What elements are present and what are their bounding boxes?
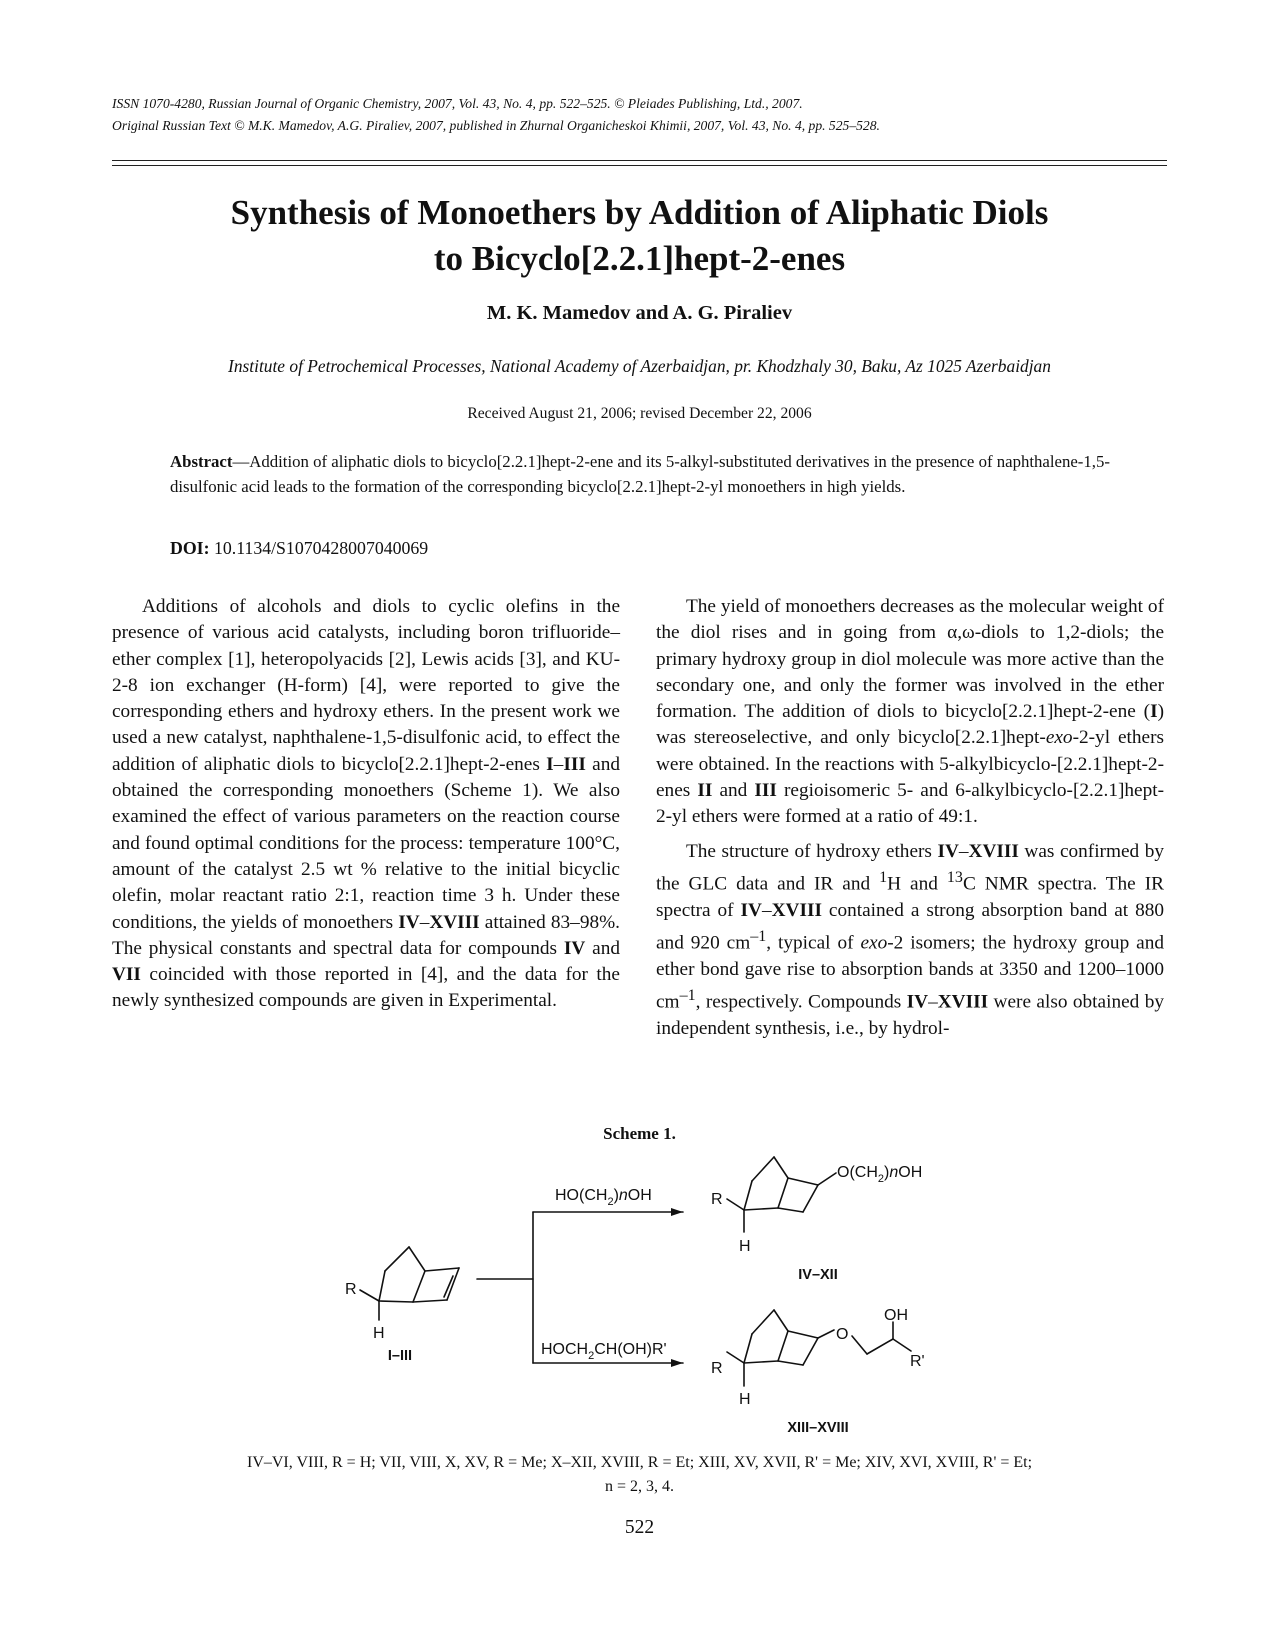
doi-label: DOI: <box>170 538 210 558</box>
arrowheads <box>671 1208 683 1367</box>
scheme-title: Scheme 1. <box>603 1124 676 1143</box>
product2-oh-label: OH <box>884 1307 908 1324</box>
abstract <box>170 450 1110 499</box>
product1-r-label: R <box>711 1191 723 1208</box>
product2-rprime-label: R' <box>910 1353 925 1370</box>
body-column-left <box>112 594 620 1015</box>
abstract-text: —Addition of aliphatic diols to bicyclo[2.2.1]hept-2-ene and its 5-alkyl-substituted derivatives in the presence of naphthalene-1,5-disulfonic acid leads to the formation of the corresponding bicyclo[2.2.1]hept-2-yl monoethers in high yields. <box>170 452 1110 496</box>
affiliation: Institute of Petrochemical Processes, National Academy of Azerbaidjan, pr. Khodzhaly 30, Baku, Az 1025 Azerbaidjan <box>228 356 1051 376</box>
caption-line2: n = 2, 3, 4. <box>604 1478 675 1495</box>
received-dates: Received August 21, 2006; revised December 22, 2006 <box>467 405 812 422</box>
journal-header-line2: Original Russian Text © M.K. Mamedov, A.G. Piraliev, 2007, published in Zhurnal Organicheskoi Khimii, 2007, Vol. 43, No. 4, pp. 525–528. <box>112 118 880 133</box>
scheme-caption <box>112 1451 1167 1499</box>
paragraph: The structure of hydroxy ethers IV–XVIII was confirmed by the GLC data and IR and $^1$H and $^{13}$C NMR spectra. The IR spectra of IV–XVIII contained a strong absorption band at 880 and 920 $cm^{-1}$, typical of exo-2 isomers; the hydroxy group and ether bond gave rise to absorption bands at 3350 and 1200–1000 $cm^{-1}$, respectively. Compounds IV–XVIII were also obtained by independent synthesis, i.e., by hydrol- <box>656 840 1165 1039</box>
body-column-right <box>656 594 1164 1042</box>
reactant-compound-label: I–III <box>387 1348 413 1364</box>
reactant-r-label: R <box>345 1281 357 1298</box>
arrowhead-top <box>671 1208 683 1216</box>
header-rule-bottom <box>112 165 1167 166</box>
arrowhead-bottom <box>671 1359 683 1367</box>
caption-line1: IV–VI, VIII, R = H; VII, VIII, X, XV, R = Me; X–XII, XVIII, R = Et; XIII, XV, XVII, R' = Me; XIV, XVI, XVIII, R' = Et; <box>246 1454 1033 1471</box>
product2-compound-label: XIII–XVIII <box>787 1420 849 1436</box>
title-line2: to Bicyclo[2.2.1]hept-2-enes <box>433 239 846 278</box>
journal-header-line1: ISSN 1070-4280, Russian Journal of Organic Chemistry, 2007, Vol. 43, No. 4, pp. 522–525. © Pleiades Publishing, Ltd., 2007. <box>112 96 803 111</box>
product1-h-label: H <box>739 1238 751 1255</box>
title-line1: Synthesis of Monoethers by Addition of Aliphatic Diols <box>230 193 1049 232</box>
paragraph: The yield of monoethers decreases as the molecular weight of the diol rises and in going from α,ω-diols to 1,2-diols; the primary hydroxy group in diol molecule was more active than the secondary one, and only the former was involved in the ether formation. The addition of diols to bicyclo[2.2.1]hept-2-ene (I) was stereoselective, and only bicyclo[2.2.1]hept-exo-2-yl ethers were obtained. In the reactions with 5-alkylbicyclo-[2.2.1]hept-2-enes II and III regioisomeric 5- and 6-alkylbicyclo-[2.2.1]hept-2-yl ethers were formed at a ratio of 49:1. <box>656 596 1165 828</box>
product-monoether-structure <box>727 1157 836 1232</box>
header-rule-top <box>112 160 1167 161</box>
product2-h-label: H <box>739 1391 751 1408</box>
reaction-scheme <box>0 1140 1275 1440</box>
product2-oxygen-label: O <box>836 1326 849 1343</box>
reagent-diol-label: $HO(CH_2)nOH$ <box>555 1187 652 1208</box>
reagent-glycol-label: $HOCH_2CH(OH)R'$ <box>541 1341 667 1362</box>
paragraph: Additions of alcohols and diols to cyclic olefins in the presence of various acid catalysts, including boron trifluoride–ether complex [1], heteropolyacids [2], Lewis acids [3], and KU-2-8 ion exchanger (H-form) [4], were reported to give the corresponding ethers and hydroxy ethers. In the present work we used a new catalyst, naphthalene-1,5-disulfonic acid, to effect the addition of aliphatic diols to bicyclo[2.2.1]hept-2-enes I–III and obtained the corresponding monoethers (Scheme 1). We also examined the effect of various parameters on the reaction course and found optimal conditions for the process: temperature 100°C, amount of the catalyst 2.5 wt % relative to the initial bicyclic olefin, molar reactant ratio 2:1, reaction time 3 h. Under these conditions, the yields of monoethers IV–XVIII attained 83–98%. The physical constants and spectral data for compounds IV and VII coincided with those reported in [4], and the data for the newly synthesized compounds are given in Experimental. <box>112 596 620 1012</box>
doi[interactable] <box>170 538 428 559</box>
abstract-label: Abstract <box>170 452 233 471</box>
reactant-norbornene-structure <box>360 1247 459 1320</box>
reactant-h-label: H <box>373 1325 385 1342</box>
product1-compound-label: IV–XII <box>798 1267 838 1283</box>
product2-r-label: R <box>711 1360 723 1377</box>
paper-title <box>112 190 1167 282</box>
page-number: 522 <box>624 1517 655 1538</box>
doi-value[interactable]: 10.1134/S1070428007040069 <box>213 538 429 558</box>
authors: M. K. Mamedov and A. G. Piraliev <box>486 302 793 324</box>
product1-ether-group: $O(CH_2)nOH$ <box>837 1164 923 1185</box>
